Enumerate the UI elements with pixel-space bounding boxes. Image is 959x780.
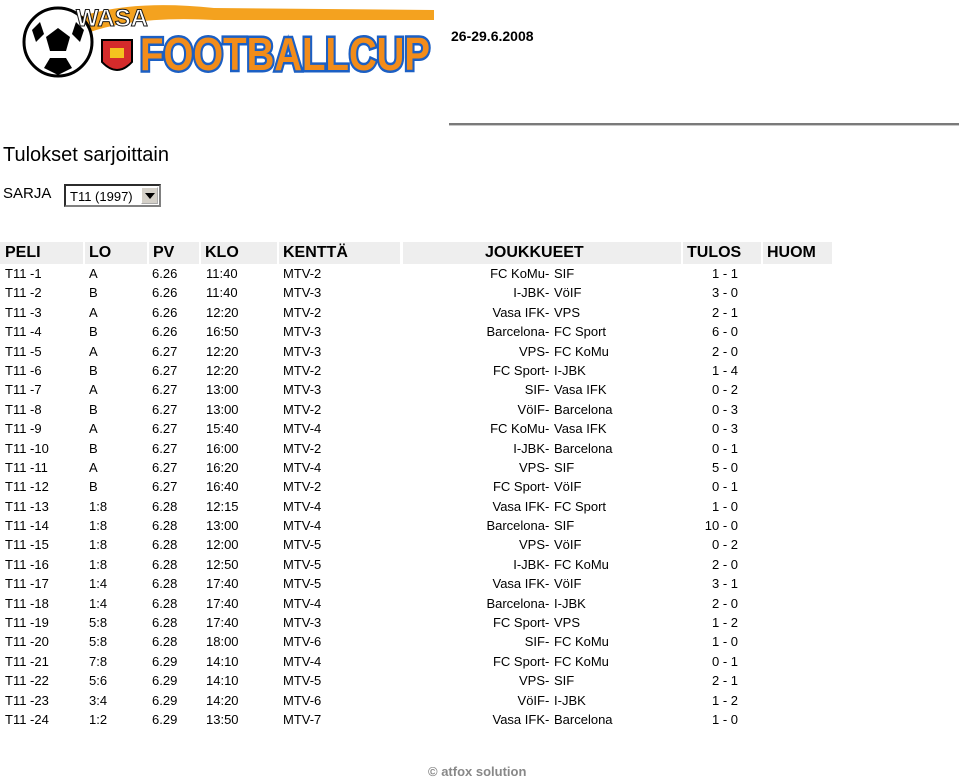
cell-home-team: I-JBK xyxy=(513,440,545,456)
table-row xyxy=(0,535,959,554)
cell-klo: 17:40 xyxy=(206,576,239,592)
cell-tulos: 10 - 0 xyxy=(704,518,738,534)
cell-team-separator: - xyxy=(545,459,550,475)
cell-home-team: VPS xyxy=(518,673,545,689)
cell-away-team: Vasa IFK xyxy=(554,382,607,398)
cell-lo: A xyxy=(89,266,98,281)
cell-tulos: 2 - 1 xyxy=(711,673,738,689)
cell-pv: 6.28 xyxy=(152,518,178,534)
cell-kentta: MTV-2 xyxy=(283,304,322,320)
cell-tulos: 1 - 2 xyxy=(711,615,738,631)
cell-klo: 14:20 xyxy=(206,692,239,708)
cell-lo: A xyxy=(89,343,98,359)
cell-peli: T11 -5 xyxy=(5,343,42,359)
table-row xyxy=(0,419,959,438)
col-header-lo: LO xyxy=(85,242,147,264)
cell-peli: T11 -14 xyxy=(5,518,49,534)
cell-home-team: SIF xyxy=(524,382,545,398)
cell-tulos: 5 - 0 xyxy=(711,459,738,475)
cell-kentta: MTV-2 xyxy=(283,440,322,456)
cell-peli: T11 -20 xyxy=(5,634,49,650)
cell-lo: 1:8 xyxy=(89,518,108,534)
cell-tulos: 0 - 3 xyxy=(711,401,738,417)
cell-peli: T11 -8 xyxy=(5,401,42,417)
cell-team-separator: - xyxy=(545,266,550,281)
cell-tulos: 0 - 1 xyxy=(711,653,738,669)
cell-home-team: Vasa IFK xyxy=(492,498,545,514)
table-row xyxy=(0,516,959,535)
cell-pv: 6.28 xyxy=(152,595,178,611)
cell-pv: 6.28 xyxy=(152,634,178,650)
col-header-joukkueet: JOUKKUEET xyxy=(403,242,681,264)
cell-klo: 12:20 xyxy=(206,304,239,320)
cell-klo: 17:40 xyxy=(206,595,239,611)
cell-tulos: 0 - 2 xyxy=(711,537,738,553)
cell-pv: 6.27 xyxy=(152,459,178,475)
results-table-body xyxy=(0,264,959,729)
cell-pv: 6.27 xyxy=(152,362,178,378)
cell-kentta: MTV-5 xyxy=(283,537,322,553)
cell-kentta: MTV-4 xyxy=(283,498,322,514)
wasa-footballcup-logo[interactable] xyxy=(14,0,434,85)
cell-team-separator: - xyxy=(545,595,550,611)
cell-tulos: 1 - 1 xyxy=(711,266,738,281)
table-row xyxy=(0,400,959,419)
cell-pv: 6.27 xyxy=(152,421,178,437)
header-divider xyxy=(449,123,959,126)
table-row xyxy=(0,652,959,671)
cell-lo: 5:8 xyxy=(89,634,108,650)
cell-pv: 6.29 xyxy=(152,711,178,727)
cell-lo: B xyxy=(89,324,98,340)
cell-away-team: VöIF xyxy=(554,479,582,495)
cell-klo: 16:50 xyxy=(206,324,239,340)
cell-team-separator: - xyxy=(545,362,550,378)
table-row xyxy=(0,594,959,613)
cell-klo: 16:40 xyxy=(206,479,239,495)
table-row xyxy=(0,477,959,496)
cell-kentta: MTV-3 xyxy=(283,343,322,359)
cell-kentta: MTV-6 xyxy=(283,634,322,650)
cell-klo: 12:00 xyxy=(206,537,239,553)
table-row xyxy=(0,458,959,477)
cell-home-team: FC Sport xyxy=(492,615,545,631)
table-row xyxy=(0,342,959,361)
cell-lo: 1:8 xyxy=(89,537,108,553)
cell-home-team: Vasa IFK xyxy=(492,304,545,320)
cell-pv: 6.26 xyxy=(152,304,178,320)
cell-kentta: MTV-3 xyxy=(283,324,322,340)
cell-away-team: VöIF xyxy=(554,576,582,592)
cell-away-team: Barcelona xyxy=(554,711,613,727)
cell-pv: 6.28 xyxy=(152,498,178,514)
cell-home-team: FC Sport xyxy=(492,479,545,495)
cell-kentta: MTV-3 xyxy=(283,285,322,301)
cell-pv: 6.27 xyxy=(152,382,178,398)
cell-away-team: I-JBK xyxy=(554,692,586,708)
cell-home-team: VPS xyxy=(518,343,545,359)
logo-wasa-text: WASA xyxy=(76,5,148,32)
cell-lo: B xyxy=(89,479,98,495)
cell-home-team: VöIF xyxy=(517,401,545,417)
cell-lo: 3:4 xyxy=(89,692,108,708)
cell-kentta: MTV-6 xyxy=(283,692,322,708)
cell-pv: 6.27 xyxy=(152,343,178,359)
cell-peli: T11 -18 xyxy=(5,595,49,611)
cell-klo: 18:00 xyxy=(206,634,239,650)
cell-peli: T11 -24 xyxy=(5,711,49,727)
cell-lo: B xyxy=(89,285,98,301)
cell-team-separator: - xyxy=(545,518,550,534)
cell-tulos: 0 - 2 xyxy=(711,382,738,398)
cell-team-separator: - xyxy=(545,576,550,592)
event-dates: 26-29.6.2008 xyxy=(451,28,534,44)
cell-kentta: MTV-2 xyxy=(283,362,322,378)
cell-kentta: MTV-4 xyxy=(283,595,322,611)
cell-away-team: VöIF xyxy=(554,537,582,553)
cell-kentta: MTV-2 xyxy=(283,401,322,417)
cell-away-team: I-JBK xyxy=(554,595,586,611)
cell-peli: T11 -9 xyxy=(5,421,42,437)
cell-tulos: 0 - 1 xyxy=(711,440,738,456)
cell-klo: 12:20 xyxy=(206,362,239,378)
col-header-tulos: TULOS xyxy=(683,242,761,264)
cell-klo: 12:50 xyxy=(206,556,239,572)
cell-kentta: MTV-4 xyxy=(283,653,322,669)
cell-lo: 5:6 xyxy=(89,673,108,689)
cell-pv: 6.29 xyxy=(152,653,178,669)
cell-klo: 14:10 xyxy=(206,673,239,689)
cell-klo: 16:20 xyxy=(206,459,239,475)
cell-klo: 12:20 xyxy=(206,343,239,359)
cell-lo: A xyxy=(89,304,98,320)
cell-peli: T11 -4 xyxy=(5,324,42,340)
cell-klo: 11:40 xyxy=(206,285,238,301)
col-header-kentta: KENTTÄ xyxy=(279,242,400,264)
cell-kentta: MTV-4 xyxy=(283,459,322,475)
cell-klo: 17:40 xyxy=(206,615,239,631)
cell-home-team: VPS xyxy=(518,537,545,553)
cell-away-team: FC KoMu xyxy=(554,653,609,669)
cell-klo: 15:40 xyxy=(206,421,239,437)
cell-lo: 5:8 xyxy=(89,615,108,631)
cell-tulos: 3 - 0 xyxy=(711,285,738,301)
cell-klo: 11:40 xyxy=(206,266,238,281)
cell-team-separator: - xyxy=(545,537,550,553)
cell-kentta: MTV-7 xyxy=(283,711,322,727)
cell-lo: 1:2 xyxy=(89,711,108,727)
cell-team-separator: - xyxy=(545,421,550,437)
cell-home-team: Vasa IFK xyxy=(492,711,545,727)
cell-team-separator: - xyxy=(545,692,550,708)
cell-kentta: MTV-4 xyxy=(283,421,322,437)
cell-home-team: SIF xyxy=(524,634,545,650)
logo-footballcup-text: FOOTBALLCUP xyxy=(140,28,430,80)
cell-tulos: 1 - 4 xyxy=(711,362,738,378)
cell-peli: T11 -1 xyxy=(5,266,42,281)
cell-pv: 6.27 xyxy=(152,440,178,456)
cell-away-team: FC Sport xyxy=(554,498,607,514)
col-header-pv: PV xyxy=(149,242,199,264)
cell-pv: 6.26 xyxy=(152,324,178,340)
sarja-selected-value: T11 (1997) xyxy=(70,189,133,204)
cell-lo: B xyxy=(89,401,98,417)
cell-pv: 6.29 xyxy=(152,692,178,708)
cell-home-team: Vasa IFK xyxy=(492,576,545,592)
cell-tulos: 2 - 1 xyxy=(711,304,738,320)
cell-lo: A xyxy=(89,459,98,475)
cell-lo: A xyxy=(89,421,98,437)
table-row xyxy=(0,380,959,399)
cell-peli: T11 -11 xyxy=(5,459,48,475)
cell-away-team: I-JBK xyxy=(554,362,586,378)
cell-away-team: VPS xyxy=(554,304,581,320)
cell-away-team: VöIF xyxy=(554,285,582,301)
cell-kentta: MTV-3 xyxy=(283,382,322,398)
table-row xyxy=(0,574,959,593)
cell-peli: T11 -6 xyxy=(5,362,42,378)
cell-lo: 1:8 xyxy=(89,556,108,572)
cell-lo: A xyxy=(89,382,98,398)
col-header-peli: PELI xyxy=(0,242,83,264)
table-row xyxy=(0,439,959,458)
cell-peli: T11 -13 xyxy=(5,498,49,514)
cell-team-separator: - xyxy=(545,324,550,340)
cell-peli: T11 -2 xyxy=(5,285,42,301)
cell-tulos: 0 - 1 xyxy=(711,479,738,495)
cell-tulos: 3 - 1 xyxy=(711,576,738,592)
cell-away-team: Vasa IFK xyxy=(554,421,607,437)
cell-home-team: Barcelona xyxy=(486,324,545,340)
table-row xyxy=(0,361,959,380)
cell-away-team: FC Sport xyxy=(554,324,607,340)
table-row xyxy=(0,322,959,341)
page-title: Tulokset sarjoittain xyxy=(3,144,169,166)
cell-pv: 6.28 xyxy=(152,537,178,553)
cell-away-team: FC KoMu xyxy=(554,556,609,572)
table-row xyxy=(0,264,959,283)
cell-away-team: VPS xyxy=(554,615,581,631)
cell-lo: 1:4 xyxy=(89,576,108,592)
cell-klo: 12:15 xyxy=(206,498,239,514)
table-row xyxy=(0,691,959,710)
cell-team-separator: - xyxy=(545,440,550,456)
cell-peli: T11 -3 xyxy=(5,304,42,320)
table-row xyxy=(0,283,959,302)
cell-klo: 13:50 xyxy=(206,711,239,727)
cell-lo: 1:8 xyxy=(89,498,108,514)
cell-peli: T11 -16 xyxy=(5,556,49,572)
cell-team-separator: - xyxy=(545,615,550,631)
cell-pv: 6.27 xyxy=(152,479,178,495)
cell-tulos: 1 - 2 xyxy=(711,692,738,708)
cell-home-team: FC Sport xyxy=(492,362,545,378)
cell-tulos: 1 - 0 xyxy=(711,711,738,727)
cell-away-team: SIF xyxy=(554,518,575,534)
cell-peli: T11 -19 xyxy=(5,615,49,631)
col-header-klo: KLO xyxy=(201,242,277,264)
cell-peli: T11 -17 xyxy=(5,576,49,592)
cell-home-team: VPS xyxy=(518,459,545,475)
cell-away-team: FC KoMu xyxy=(554,634,609,650)
sarja-select[interactable] xyxy=(64,184,161,207)
cell-peli: T11 -15 xyxy=(5,537,49,553)
cell-team-separator: - xyxy=(545,304,550,320)
cell-kentta: MTV-4 xyxy=(283,518,322,534)
cell-pv: 6.28 xyxy=(152,576,178,592)
footer-credit[interactable]: © atfox solution xyxy=(428,764,527,779)
cell-lo: B xyxy=(89,440,98,456)
cell-away-team: SIF xyxy=(554,266,575,281)
cell-team-separator: - xyxy=(545,653,550,669)
table-header xyxy=(0,242,832,264)
cell-tulos: 1 - 0 xyxy=(711,634,738,650)
cell-pv: 6.29 xyxy=(152,673,178,689)
cell-team-separator: - xyxy=(545,498,550,514)
dropdown-button[interactable] xyxy=(141,187,158,204)
cell-peli: T11 -21 xyxy=(5,653,49,669)
cell-tulos: 0 - 3 xyxy=(711,421,738,437)
chevron-down-icon xyxy=(145,193,155,199)
cell-pv: 6.26 xyxy=(152,266,178,281)
table-row xyxy=(0,303,959,322)
cell-peli: T11 -22 xyxy=(5,673,49,689)
cell-lo: 7:8 xyxy=(89,653,108,669)
cell-tulos: 2 - 0 xyxy=(711,556,738,572)
cell-tulos: 1 - 0 xyxy=(711,498,738,514)
cell-pv: 6.28 xyxy=(152,615,178,631)
cell-team-separator: - xyxy=(545,711,550,727)
cell-home-team: FC KoMu xyxy=(490,266,545,281)
cell-tulos: 2 - 0 xyxy=(711,595,738,611)
cell-home-team: VöIF xyxy=(517,692,545,708)
cell-away-team: Barcelona xyxy=(554,401,613,417)
cell-kentta: MTV-5 xyxy=(283,673,322,689)
cell-peli: T11 -10 xyxy=(5,440,49,456)
cell-lo: 1:4 xyxy=(89,595,108,611)
cell-home-team: FC Sport xyxy=(492,653,545,669)
cell-pv: 6.27 xyxy=(152,401,178,417)
cell-team-separator: - xyxy=(545,343,550,359)
sarja-label: SARJA xyxy=(3,185,52,202)
table-row xyxy=(0,632,959,651)
cell-pv: 6.26 xyxy=(152,285,178,301)
cell-home-team: I-JBK xyxy=(513,285,545,301)
cell-home-team: I-JBK xyxy=(513,556,545,572)
cell-klo: 13:00 xyxy=(206,382,239,398)
cell-tulos: 6 - 0 xyxy=(711,324,738,340)
crest-icon xyxy=(102,40,132,70)
cell-lo: B xyxy=(89,362,98,378)
cell-home-team: FC KoMu xyxy=(490,421,545,437)
cell-kentta: MTV-5 xyxy=(283,556,322,572)
table-row xyxy=(0,671,959,690)
cell-away-team: SIF xyxy=(554,673,575,689)
cell-team-separator: - xyxy=(545,673,550,689)
cell-team-separator: - xyxy=(545,401,550,417)
cell-peli: T11 -23 xyxy=(5,692,49,708)
cell-team-separator: - xyxy=(545,556,550,572)
cell-away-team: Barcelona xyxy=(554,440,613,456)
cell-team-separator: - xyxy=(545,382,550,398)
table-row xyxy=(0,497,959,516)
cell-team-separator: - xyxy=(545,634,550,650)
cell-tulos: 2 - 0 xyxy=(711,343,738,359)
cell-peli: T11 -7 xyxy=(5,382,42,398)
cell-klo: 13:00 xyxy=(206,401,239,417)
cell-team-separator: - xyxy=(545,479,550,495)
col-header-huom: HUOM xyxy=(763,242,832,264)
cell-peli: T11 -12 xyxy=(5,479,49,495)
cell-klo: 16:00 xyxy=(206,440,239,456)
cell-klo: 13:00 xyxy=(206,518,239,534)
cell-pv: 6.28 xyxy=(152,556,178,572)
cell-home-team: Barcelona xyxy=(486,518,545,534)
cell-team-separator: - xyxy=(545,285,550,301)
table-row xyxy=(0,555,959,574)
cell-kentta: MTV-5 xyxy=(283,576,322,592)
cell-kentta: MTV-2 xyxy=(283,479,322,495)
cell-away-team: SIF xyxy=(554,459,575,475)
cell-away-team: FC KoMu xyxy=(554,343,609,359)
table-row xyxy=(0,613,959,632)
cell-kentta: MTV-2 xyxy=(283,266,322,281)
table-row xyxy=(0,710,959,729)
cell-kentta: MTV-3 xyxy=(283,615,322,631)
cell-klo: 14:10 xyxy=(206,653,239,669)
cell-home-team: Barcelona xyxy=(486,595,545,611)
